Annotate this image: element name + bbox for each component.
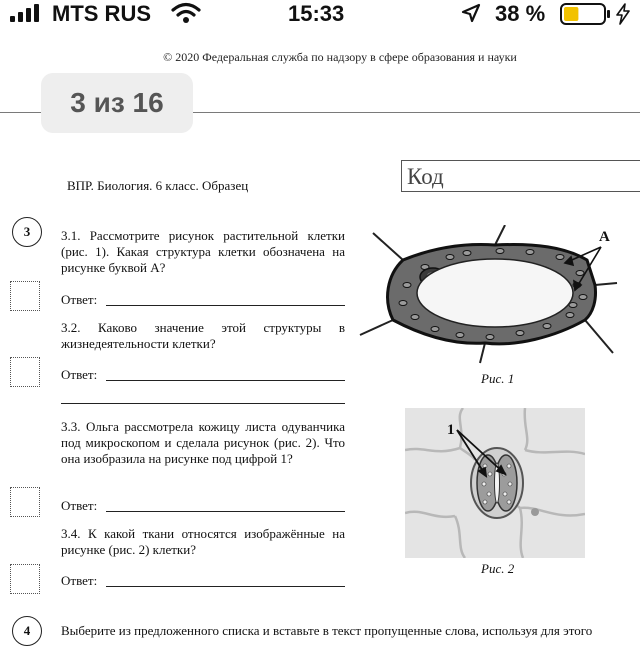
signal-bars-icon [10, 4, 46, 22]
location-arrow-icon [461, 3, 481, 23]
copyright-notice: © 2020 Федеральная служба по надзору в сфере образования и науки [163, 50, 517, 64]
score-box-3-3 [10, 487, 40, 517]
charging-icon [616, 3, 630, 25]
answer-row-3-1 [61, 292, 345, 308]
answer-line [106, 305, 345, 306]
answer-line [106, 380, 345, 381]
battery-percent: 38 % [495, 1, 546, 26]
code-field: Код [401, 160, 640, 192]
plant-cell-figure [355, 225, 620, 365]
question-3-1: 3.1. Рассмотрите рисунок растительной клетки (рис. 1). Какая структура клетки обозначена на рисунке буквой А? [61, 228, 345, 275]
status-time: 15:33 [288, 1, 345, 26]
answer-row-3-3 [61, 498, 345, 514]
leaf-epidermis-figure [405, 408, 585, 558]
score-box-3-2 [10, 357, 40, 387]
answer-label: Ответ: [61, 498, 98, 513]
exam-title: ВПР. Биология. 6 класс. Образец [67, 178, 249, 193]
task-number-3: 3 [12, 217, 42, 247]
carrier-name: MTS RUS [52, 1, 151, 26]
question-3-3: 3.3. Ольга рассмотрела кожицу листа одуванчика под микроскопом и сделала рисунок (рис. 2). Что она изобразила на рисунке под цифрой 1? [61, 419, 345, 466]
status-bar [0, 0, 640, 30]
battery-icon [560, 3, 612, 25]
fig2-label: 1 [447, 422, 455, 438]
task-number-4: 4 [12, 616, 42, 646]
answer-row-3-4 [61, 573, 345, 589]
answer-label: Ответ: [61, 292, 98, 307]
page-indicator: 3 из 16 [41, 73, 193, 133]
fig2-caption: Рис. 2 [481, 561, 515, 576]
score-box-3-1 [10, 281, 40, 311]
question-3-2: 3.2. Каково значение этой структуры в жизнедеятельности клетки? [61, 320, 345, 351]
answer-line-extra [61, 403, 345, 404]
answer-label: Ответ: [61, 573, 98, 588]
fig1-caption: Рис. 1 [481, 371, 515, 386]
question-3-4: 3.4. К какой ткани относятся изображённые на рисунке (рис. 2) клетки? [61, 526, 345, 557]
answer-line [106, 511, 345, 512]
score-box-3-4 [10, 564, 40, 594]
answer-row-3-2 [61, 367, 345, 383]
fig1-label: А [599, 229, 610, 245]
answer-label: Ответ: [61, 367, 98, 382]
task-4-text: Выберите из предложенного списка и вставьте в текст пропущенные слова, используя для этого [61, 623, 593, 638]
wifi-icon [171, 2, 201, 24]
answer-line [106, 586, 345, 587]
